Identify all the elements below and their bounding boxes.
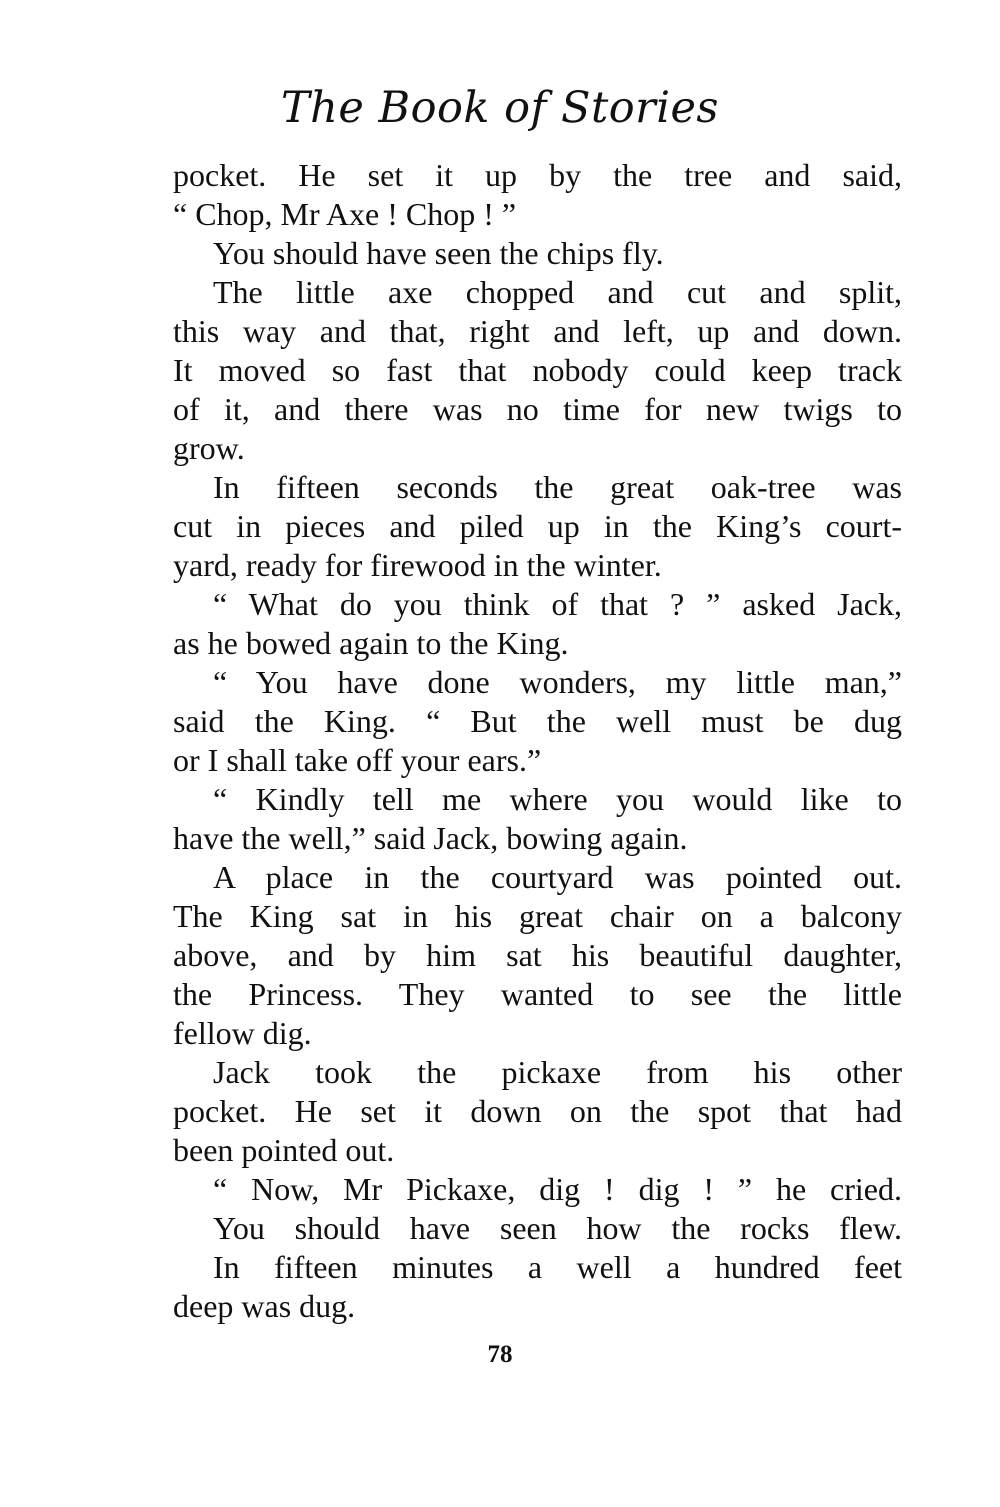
text-line: “ What do you think of that ? ” asked Jack, — [213, 586, 902, 622]
paragraph — [173, 585, 902, 663]
text-line: A place in the courtyard was pointed out. — [213, 859, 902, 895]
text-line: “ Kindly tell me where you would like to — [213, 781, 902, 817]
text-line: The King sat in his great chair on a balcony — [173, 898, 902, 934]
text-line: In fifteen minutes a well a hundred feet — [213, 1249, 902, 1285]
text-line: The little axe chopped and cut and split, — [213, 274, 902, 310]
text-line: You should have seen the chips fly. — [213, 235, 664, 271]
paragraph — [173, 780, 902, 858]
text-line: “ Chop, Mr Axe ! Chop ! ” — [173, 196, 517, 232]
text-line: of it, and there was no time for new twigs to — [173, 391, 902, 427]
paragraph — [173, 234, 902, 273]
text-line: You should have seen how the rocks flew. — [213, 1210, 902, 1246]
text-line: Jack took the pickaxe from his other — [213, 1054, 902, 1090]
paragraph — [173, 1053, 902, 1170]
paragraph — [173, 858, 902, 1053]
text-line: “ You have done wonders, my little man,” — [213, 664, 902, 700]
text-line: above, and by him sat his beautiful daughter, — [173, 937, 902, 973]
paragraph — [173, 1170, 902, 1209]
text-line: “ Now, Mr Pickaxe, dig ! dig ! ” he cried. — [213, 1171, 902, 1207]
text-line: pocket. He set it up by the tree and said, — [173, 157, 902, 193]
text-line: been pointed out. — [173, 1132, 395, 1168]
paragraph — [173, 273, 902, 468]
text-line: said the King. “ But the well must be dug — [173, 703, 902, 739]
paragraph — [173, 663, 902, 780]
text-line: or I shall take off your ears.” — [173, 742, 542, 778]
text-line: fellow dig. — [173, 1015, 312, 1051]
text-line: this way and that, right and left, up and down. — [173, 313, 902, 349]
text-line: grow. — [173, 430, 245, 466]
text-line: cut in pieces and piled up in the King’s court- — [173, 508, 902, 544]
text-line: In fifteen seconds the great oak-tree was — [213, 469, 902, 505]
paragraph — [173, 156, 902, 234]
text-line: have the well,” said Jack, bowing again. — [173, 820, 688, 856]
text-line: yard, ready for firewood in the winter. — [173, 547, 662, 583]
body-text — [173, 156, 902, 1326]
paragraph — [173, 1209, 902, 1248]
paragraph — [173, 1248, 902, 1326]
page-number: 78 — [487, 1341, 513, 1368]
text-line: deep was dug. — [173, 1288, 356, 1324]
text-line: as he bowed again to the King. — [173, 625, 569, 661]
text-line: the Princess. They wanted to see the little — [173, 976, 902, 1012]
paragraph — [173, 468, 902, 585]
text-line: pocket. He set it down on the spot that had — [173, 1093, 902, 1129]
text-line: It moved so fast that nobody could keep track — [173, 352, 902, 388]
running-header: The Book of Stories — [280, 83, 719, 133]
